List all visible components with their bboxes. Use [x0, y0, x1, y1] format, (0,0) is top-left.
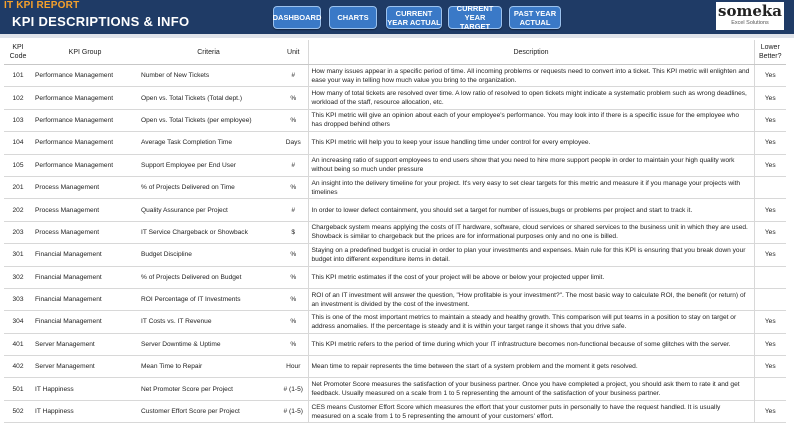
header-divider	[0, 34, 794, 38]
kpi-code-cell: 201	[4, 176, 32, 198]
description-cell: Staying on a predefined budget is crucial in order to plan your investments and expenses. Main rule for this KPI is ensuring that you break down your budget into different expenditure items in detail.	[308, 244, 754, 266]
criteria-cell: Server Downtime & Uptime	[138, 333, 279, 355]
lower-better-cell: Yes	[754, 65, 786, 87]
description-cell: ROI of an IT investment will answer the question, "How profitable is your investment?". The most basic way to calculate ROI, the benefit (or return) of an investment is divided by the cost of the investment.	[308, 288, 754, 310]
table-row	[4, 311, 786, 333]
criteria-cell: % of Projects Delivered on Budget	[138, 266, 279, 288]
kpi-table	[4, 40, 786, 423]
unit-cell: %	[279, 311, 308, 333]
kpi-group-cell: Financial Management	[32, 266, 138, 288]
someka-logo	[716, 2, 784, 30]
unit-cell: %	[279, 87, 308, 109]
kpi-code-cell: 304	[4, 311, 32, 333]
unit-cell: $	[279, 221, 308, 243]
description-cell: CES means Customer Effort Score which measures the effort that your customer puts in personally to have the request handled. It is usually measured on a scale from 1 to 5 representing the amount of your customers' effort.	[308, 400, 754, 422]
kpi-code-cell: 105	[4, 154, 32, 176]
table-row	[4, 132, 786, 154]
logo-subtitle: Excel Solutions	[731, 20, 769, 26]
nav-dashboard-button[interactable]: DASHBOARD	[273, 6, 321, 29]
kpi-code-cell: 501	[4, 378, 32, 400]
nav-current-year-target-button[interactable]: CURRENT YEAR TARGET	[448, 6, 502, 29]
lower-better-cell	[754, 266, 786, 288]
table-row	[4, 378, 786, 400]
table-row	[4, 244, 786, 266]
table-row	[4, 266, 786, 288]
kpi-group-cell: Financial Management	[32, 311, 138, 333]
kpi-group-cell: Performance Management	[32, 132, 138, 154]
unit-cell: %	[279, 176, 308, 198]
description-cell: Chargeback system means applying the costs of IT hardware, software, cloud services or shared services to the business unit in which they are used. Showback is similar to chargeback but the prices are for informational purposes only and no one is billed.	[308, 221, 754, 243]
table-row	[4, 288, 786, 310]
lower-better-cell	[754, 288, 786, 310]
unit-cell: # (1-5)	[279, 400, 308, 422]
unit-cell: Days	[279, 132, 308, 154]
kpi-group-cell: Performance Management	[32, 65, 138, 87]
description-cell: An increasing ratio of support employees to end users show that you need to hire more support people in order to maintain your high quality work without being so much under pressure	[308, 154, 754, 176]
column-header-kpi-code: KPI Code	[4, 40, 32, 65]
description-cell: How many of total tickets are resolved over time. A low ratio of resolved to open tickets might indicate a systematic problem such as wrong deadlines, workload of the staff, resource allocation, etc.	[308, 87, 754, 109]
kpi-code-cell: 101	[4, 65, 32, 87]
lower-better-cell: Yes	[754, 311, 786, 333]
kpi-group-cell: Financial Management	[32, 244, 138, 266]
description-cell: This KPI metric will give an opinion about each of your employee's performance. You may look into if there is a specific issue for the employee who has dropped behind others	[308, 109, 754, 131]
criteria-cell: ROI Percentage of IT Investments	[138, 288, 279, 310]
kpi-group-cell: Process Management	[32, 176, 138, 198]
report-title: IT KPI REPORT	[4, 0, 80, 11]
header-bar	[0, 0, 794, 34]
kpi-code-cell: 301	[4, 244, 32, 266]
criteria-cell: Budget Discipline	[138, 244, 279, 266]
table-row	[4, 356, 786, 378]
criteria-cell: Quality Assurance per Project	[138, 199, 279, 221]
description-cell: In order to lower defect containment, you should set a target for number of issues,bugs or problems per project and start to track it.	[308, 199, 754, 221]
unit-cell: %	[279, 288, 308, 310]
column-header-description: Description	[308, 40, 754, 65]
lower-better-cell: Yes	[754, 199, 786, 221]
lower-better-cell: Yes	[754, 356, 786, 378]
table-row	[4, 65, 786, 87]
column-header-criteria: Criteria	[138, 40, 279, 65]
unit-cell: # (1-5)	[279, 378, 308, 400]
criteria-cell: Net Promoter Score per Project	[138, 378, 279, 400]
nav-current-year-actual-button[interactable]: CURRENT YEAR ACTUAL	[386, 6, 442, 29]
unit-cell: #	[279, 65, 308, 87]
unit-cell: %	[279, 266, 308, 288]
kpi-code-cell: 103	[4, 109, 32, 131]
kpi-code-cell: 203	[4, 221, 32, 243]
table-row	[4, 221, 786, 243]
criteria-cell: IT Costs vs. IT Revenue	[138, 311, 279, 333]
table-row	[4, 333, 786, 355]
nav-charts-button[interactable]: CHARTS	[329, 6, 377, 29]
unit-cell: Hour	[279, 356, 308, 378]
description-cell: This KPI metric refers to the period of time during which your IT infrastructure becomes non-functional because of some glitches with the server.	[308, 333, 754, 355]
lower-better-cell	[754, 176, 786, 198]
kpi-code-cell: 401	[4, 333, 32, 355]
table-row	[4, 109, 786, 131]
nav-past-year-actual-button[interactable]: PAST YEAR ACTUAL	[509, 6, 561, 29]
table-row	[4, 87, 786, 109]
kpi-group-cell: IT Happiness	[32, 400, 138, 422]
unit-cell: #	[279, 154, 308, 176]
lower-better-cell: Yes	[754, 333, 786, 355]
kpi-code-cell: 302	[4, 266, 32, 288]
kpi-code-cell: 402	[4, 356, 32, 378]
column-header-unit: Unit	[279, 40, 308, 65]
kpi-group-cell: Process Management	[32, 221, 138, 243]
description-cell: This is one of the most important metrics to maintain a steady and healthy growth. This comparison will put teams in a position to stay on target or address anomalies. If the percentage is steady and it is within your target range it shows that you drive safe.	[308, 311, 754, 333]
criteria-cell: IT Service Chargeback or Showback	[138, 221, 279, 243]
kpi-group-cell: Performance Management	[32, 154, 138, 176]
table-row	[4, 400, 786, 422]
description-cell: This KPI metric will help you to keep your issue handling time under control for every employee.	[308, 132, 754, 154]
lower-better-cell: Yes	[754, 132, 786, 154]
criteria-cell: Support Employee per End User	[138, 154, 279, 176]
unit-cell: %	[279, 333, 308, 355]
description-cell: This KPI metric estimates if the cost of your project will be above or below your projected upper limit.	[308, 266, 754, 288]
criteria-cell: % of Projects Delivered on Time	[138, 176, 279, 198]
table-header-row	[4, 40, 786, 65]
column-header-lower-better: Lower Better?	[754, 40, 786, 65]
kpi-code-cell: 202	[4, 199, 32, 221]
unit-cell: %	[279, 244, 308, 266]
kpi-code-cell: 104	[4, 132, 32, 154]
page-title: KPI DESCRIPTIONS & INFO	[12, 14, 190, 29]
unit-cell: %	[279, 109, 308, 131]
lower-better-cell: Yes	[754, 244, 786, 266]
kpi-group-cell: Process Management	[32, 199, 138, 221]
kpi-group-cell: Server Management	[32, 356, 138, 378]
table-row	[4, 154, 786, 176]
table-body	[4, 65, 786, 423]
criteria-cell: Open vs. Total Tickets (per employee)	[138, 109, 279, 131]
kpi-group-cell: IT Happiness	[32, 378, 138, 400]
criteria-cell: Average Task Completion Time	[138, 132, 279, 154]
criteria-cell: Mean Time to Repair	[138, 356, 279, 378]
lower-better-cell: Yes	[754, 109, 786, 131]
kpi-group-cell: Financial Management	[32, 288, 138, 310]
description-cell: Net Promoter Score measures the satisfaction of your business partner. Once you have completed a project, you should ask them to rate it and get feedback. Usually measured on a scale from 1 to 5 representing the amount of the satisfaction of your business partner.	[308, 378, 754, 400]
criteria-cell: Number of New Tickets	[138, 65, 279, 87]
column-header-kpi-group: KPI Group	[32, 40, 138, 65]
criteria-cell: Open vs. Total Tickets (Total dept.)	[138, 87, 279, 109]
criteria-cell: Customer Effort Score per Project	[138, 400, 279, 422]
kpi-code-cell: 502	[4, 400, 32, 422]
lower-better-cell: Yes	[754, 154, 786, 176]
description-cell: An insight into the delivery timeline for your project. It's very easy to set clear targets for this metric and measure it if you manage your projects with timelines	[308, 176, 754, 198]
kpi-group-cell: Server Management	[32, 333, 138, 355]
kpi-group-cell: Performance Management	[32, 87, 138, 109]
kpi-code-cell: 102	[4, 87, 32, 109]
lower-better-cell: Yes	[754, 87, 786, 109]
table-row	[4, 176, 786, 198]
description-cell: Mean time to repair represents the time between the start of a system problem and the moment it gets resolved.	[308, 356, 754, 378]
kpi-code-cell: 303	[4, 288, 32, 310]
kpi-group-cell: Performance Management	[32, 109, 138, 131]
unit-cell: #	[279, 199, 308, 221]
logo-name: someka	[718, 2, 782, 20]
lower-better-cell: Yes	[754, 400, 786, 422]
lower-better-cell	[754, 378, 786, 400]
table-row	[4, 199, 786, 221]
description-cell: How many issues appear in a specific period of time. All incoming problems or requests need to convert into a ticket. This KPI metric will enlighten and ease your way in telling how much value you bring to the organization.	[308, 65, 754, 87]
lower-better-cell: Yes	[754, 221, 786, 243]
